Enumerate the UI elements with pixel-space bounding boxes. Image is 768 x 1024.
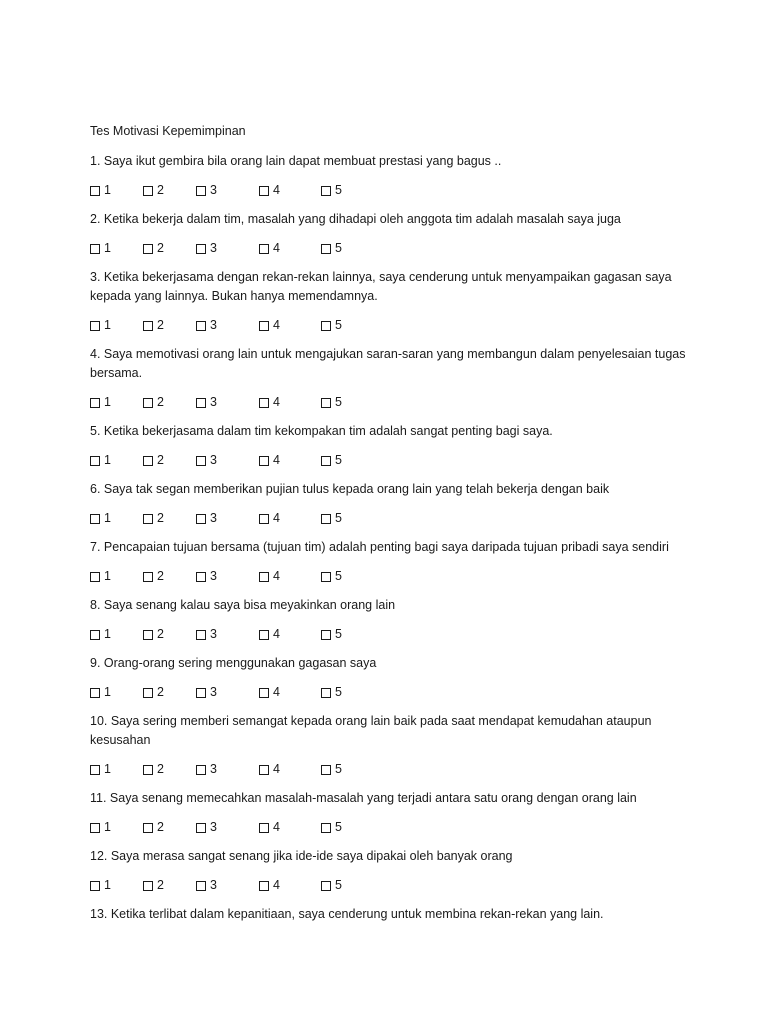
rating-option-label: 1 [104, 395, 111, 409]
question-list [90, 152, 690, 924]
checkbox-icon[interactable] [259, 765, 269, 775]
rating-option[interactable] [321, 567, 342, 586]
rating-option[interactable] [143, 625, 164, 644]
question-item [90, 268, 690, 335]
rating-option-label: 4 [273, 453, 280, 467]
checkbox-icon[interactable] [259, 572, 269, 582]
rating-option[interactable] [196, 683, 217, 702]
rating-option[interactable] [259, 239, 280, 258]
rating-option[interactable] [143, 239, 164, 258]
rating-option-label: 3 [210, 627, 217, 641]
rating-option-label: 1 [104, 183, 111, 197]
question-text: 4. Saya memotivasi orang lain untuk mengajukan saran-saran yang membangun dalam penyelesaian tugas bersama. [90, 347, 686, 380]
checkbox-icon[interactable] [321, 321, 331, 331]
rating-option[interactable] [259, 760, 280, 779]
rating-option-label: 4 [273, 685, 280, 699]
rating-options [90, 181, 690, 200]
rating-option[interactable] [90, 760, 111, 779]
rating-option[interactable] [321, 625, 342, 644]
rating-option-label: 2 [157, 820, 164, 834]
checkbox-icon[interactable] [321, 244, 331, 254]
rating-option-label: 2 [157, 762, 164, 776]
checkbox-icon[interactable] [259, 881, 269, 891]
rating-option[interactable] [321, 818, 342, 837]
checkbox-icon[interactable] [321, 456, 331, 466]
rating-option[interactable] [143, 567, 164, 586]
rating-option-label: 3 [210, 511, 217, 525]
rating-option[interactable] [90, 876, 111, 895]
rating-option-label: 5 [335, 627, 342, 641]
rating-option-label: 3 [210, 241, 217, 255]
rating-option-label: 4 [273, 511, 280, 525]
question-text: 8. Saya senang kalau saya bisa meyakinkan orang lain [90, 598, 396, 612]
rating-option[interactable] [90, 818, 111, 837]
checkbox-icon[interactable] [143, 514, 153, 524]
rating-option[interactable] [143, 683, 164, 702]
checkbox-icon[interactable] [196, 456, 206, 466]
rating-option[interactable] [321, 316, 342, 335]
checkbox-icon[interactable] [259, 688, 269, 698]
rating-option-label: 4 [273, 878, 280, 892]
rating-option-label: 4 [273, 183, 280, 197]
rating-option[interactable] [196, 393, 217, 412]
rating-option-label: 2 [157, 627, 164, 641]
checkbox-icon[interactable] [259, 823, 269, 833]
rating-option[interactable] [321, 393, 342, 412]
rating-option[interactable] [321, 683, 342, 702]
rating-options [90, 683, 690, 702]
rating-option[interactable] [259, 316, 280, 335]
rating-option[interactable] [196, 451, 217, 470]
checkbox-icon[interactable] [321, 398, 331, 408]
rating-option-label: 1 [104, 241, 111, 255]
rating-options [90, 818, 690, 837]
rating-option-label: 2 [157, 318, 164, 332]
checkbox-icon[interactable] [196, 688, 206, 698]
rating-option-label: 3 [210, 762, 217, 776]
rating-option[interactable] [143, 509, 164, 528]
rating-option-label: 5 [335, 685, 342, 699]
question-item [90, 480, 690, 528]
rating-option-label: 5 [335, 318, 342, 332]
question-item [90, 152, 690, 200]
checkbox-icon[interactable] [143, 765, 153, 775]
checkbox-icon[interactable] [259, 630, 269, 640]
rating-option[interactable] [196, 509, 217, 528]
checkbox-icon[interactable] [90, 186, 100, 196]
checkbox-icon[interactable] [143, 244, 153, 254]
rating-option-label: 2 [157, 511, 164, 525]
rating-option-label: 1 [104, 762, 111, 776]
checkbox-icon[interactable] [90, 881, 100, 891]
checkbox-icon[interactable] [196, 398, 206, 408]
rating-option[interactable] [259, 567, 280, 586]
checkbox-icon[interactable] [143, 823, 153, 833]
checkbox-icon[interactable] [321, 765, 331, 775]
checkbox-icon[interactable] [143, 456, 153, 466]
checkbox-icon[interactable] [259, 398, 269, 408]
rating-option-label: 5 [335, 762, 342, 776]
rating-option[interactable] [90, 316, 111, 335]
rating-option-label: 1 [104, 453, 111, 467]
rating-option[interactable] [196, 876, 217, 895]
checkbox-icon[interactable] [196, 186, 206, 196]
checkbox-icon[interactable] [90, 514, 100, 524]
rating-option-label: 1 [104, 318, 111, 332]
rating-option[interactable] [321, 239, 342, 258]
checkbox-icon[interactable] [321, 186, 331, 196]
rating-option[interactable] [90, 509, 111, 528]
rating-options [90, 567, 690, 586]
rating-option[interactable] [90, 451, 111, 470]
rating-option[interactable] [90, 239, 111, 258]
rating-option-label: 4 [273, 395, 280, 409]
rating-option-label: 3 [210, 685, 217, 699]
rating-option-label: 1 [104, 685, 111, 699]
question-text: 2. Ketika bekerja dalam tim, masalah yang dihadapi oleh anggota tim adalah masalah saya juga [90, 212, 621, 226]
checkbox-icon[interactable] [90, 765, 100, 775]
rating-option[interactable] [259, 509, 280, 528]
rating-option[interactable] [143, 818, 164, 837]
rating-option[interactable] [143, 451, 164, 470]
rating-option[interactable] [259, 818, 280, 837]
question-item [90, 538, 690, 586]
rating-option-label: 2 [157, 685, 164, 699]
checkbox-icon[interactable] [90, 823, 100, 833]
rating-option[interactable] [196, 625, 217, 644]
rating-option[interactable] [90, 625, 111, 644]
rating-option[interactable] [143, 316, 164, 335]
rating-option[interactable] [259, 625, 280, 644]
checkbox-icon[interactable] [196, 244, 206, 254]
question-item [90, 422, 690, 470]
rating-option[interactable] [143, 760, 164, 779]
question-item [90, 596, 690, 644]
checkbox-icon[interactable] [143, 630, 153, 640]
rating-option-label: 5 [335, 820, 342, 834]
checkbox-icon[interactable] [321, 630, 331, 640]
rating-option-label: 2 [157, 878, 164, 892]
question-text: 9. Orang-orang sering menggunakan gagasan saya [90, 656, 377, 670]
checkbox-icon[interactable] [90, 630, 100, 640]
rating-option-label: 5 [335, 395, 342, 409]
question-item [90, 712, 690, 779]
checkbox-icon[interactable] [90, 572, 100, 582]
checkbox-icon[interactable] [143, 881, 153, 891]
document-title: Tes Motivasi Kepemimpinan [90, 124, 246, 138]
checkbox-icon[interactable] [143, 572, 153, 582]
checkbox-icon[interactable] [90, 456, 100, 466]
checkbox-icon[interactable] [143, 688, 153, 698]
rating-option-label: 2 [157, 569, 164, 583]
checkbox-icon[interactable] [143, 186, 153, 196]
question-text: 1. Saya ikut gembira bila orang lain dapat membuat prestasi yang bagus .. [90, 154, 502, 168]
rating-options [90, 239, 690, 258]
question-text: 5. Ketika bekerjasama dalam tim kekompakan tim adalah sangat penting bagi saya. [90, 424, 553, 438]
question-text: 12. Saya merasa sangat senang jika ide-ide saya dipakai oleh banyak orang [90, 849, 513, 863]
rating-option-label: 4 [273, 627, 280, 641]
question-item [90, 847, 690, 895]
checkbox-icon[interactable] [259, 186, 269, 196]
rating-options [90, 876, 690, 895]
question-item [90, 789, 690, 837]
rating-options [90, 760, 690, 779]
rating-option[interactable] [321, 181, 342, 200]
checkbox-icon[interactable] [196, 321, 206, 331]
question-item [90, 210, 690, 258]
rating-option[interactable] [196, 567, 217, 586]
rating-option-label: 3 [210, 183, 217, 197]
question-item [90, 654, 690, 702]
checkbox-icon[interactable] [196, 572, 206, 582]
question-text: 6. Saya tak segan memberikan pujian tulus kepada orang lain yang telah bekerja dengan baik [90, 482, 610, 496]
checkbox-icon[interactable] [90, 244, 100, 254]
rating-option[interactable] [321, 451, 342, 470]
checkbox-icon[interactable] [321, 514, 331, 524]
checkbox-icon[interactable] [321, 881, 331, 891]
rating-option-label: 2 [157, 395, 164, 409]
rating-option[interactable] [259, 683, 280, 702]
rating-option[interactable] [321, 509, 342, 528]
question-item [90, 345, 690, 412]
rating-option-label: 1 [104, 878, 111, 892]
rating-option-label: 1 [104, 569, 111, 583]
rating-option[interactable] [196, 239, 217, 258]
rating-option-label: 3 [210, 569, 217, 583]
rating-option-label: 5 [335, 241, 342, 255]
rating-option[interactable] [143, 393, 164, 412]
checkbox-icon[interactable] [321, 688, 331, 698]
question-item [90, 905, 690, 924]
rating-options [90, 393, 690, 412]
rating-option[interactable] [143, 876, 164, 895]
rating-option[interactable] [90, 393, 111, 412]
rating-option[interactable] [90, 181, 111, 200]
checkbox-icon[interactable] [143, 321, 153, 331]
rating-option-label: 5 [335, 453, 342, 467]
rating-option-label: 4 [273, 762, 280, 776]
checkbox-icon[interactable] [90, 398, 100, 408]
checkbox-icon[interactable] [196, 514, 206, 524]
checkbox-icon[interactable] [143, 398, 153, 408]
question-text: 10. Saya sering memberi semangat kepada orang lain baik pada saat mendapat kemudahan ataupun kesusahan [90, 714, 652, 747]
rating-option-label: 3 [210, 878, 217, 892]
checkbox-icon[interactable] [259, 456, 269, 466]
rating-option-label: 1 [104, 511, 111, 525]
rating-option[interactable] [259, 451, 280, 470]
questionnaire-document [90, 122, 690, 924]
rating-option-label: 3 [210, 453, 217, 467]
question-text: 11. Saya senang memecahkan masalah-masalah yang terjadi antara satu orang dengan orang lain [90, 791, 637, 805]
rating-option[interactable] [196, 181, 217, 200]
rating-option[interactable] [321, 760, 342, 779]
rating-options [90, 316, 690, 335]
rating-option-label: 1 [104, 820, 111, 834]
rating-option[interactable] [259, 876, 280, 895]
checkbox-icon[interactable] [196, 630, 206, 640]
rating-option[interactable] [143, 181, 164, 200]
rating-option[interactable] [321, 876, 342, 895]
checkbox-icon[interactable] [321, 572, 331, 582]
question-text: 7. Pencapaian tujuan bersama (tujuan tim) adalah penting bagi saya daripada tujuan pribadi saya sendiri [90, 540, 669, 554]
question-text: 13. Ketika terlibat dalam kepanitiaan, saya cenderung untuk membina rekan-rekan yang lain. [90, 907, 604, 921]
rating-option-label: 3 [210, 820, 217, 834]
checkbox-icon[interactable] [259, 321, 269, 331]
rating-options [90, 625, 690, 644]
checkbox-icon[interactable] [196, 765, 206, 775]
rating-option[interactable] [196, 818, 217, 837]
rating-options [90, 451, 690, 470]
rating-option-label: 5 [335, 183, 342, 197]
rating-option-label: 2 [157, 183, 164, 197]
rating-option-label: 2 [157, 241, 164, 255]
checkbox-icon[interactable] [259, 514, 269, 524]
rating-option-label: 4 [273, 569, 280, 583]
rating-option[interactable] [196, 760, 217, 779]
rating-option-label: 5 [335, 878, 342, 892]
rating-option[interactable] [90, 567, 111, 586]
rating-option-label: 4 [273, 318, 280, 332]
rating-option[interactable] [196, 316, 217, 335]
checkbox-icon[interactable] [196, 823, 206, 833]
checkbox-icon[interactable] [321, 823, 331, 833]
question-text: 3. Ketika bekerjasama dengan rekan-rekan lainnya, saya cenderung untuk menyampaikan gagasan saya kepada yang lainnya. Bukan hanya memendamnya. [90, 270, 672, 303]
rating-option-label: 3 [210, 395, 217, 409]
checkbox-icon[interactable] [90, 688, 100, 698]
rating-option[interactable] [259, 393, 280, 412]
rating-option-label: 3 [210, 318, 217, 332]
rating-option-label: 2 [157, 453, 164, 467]
rating-option-label: 1 [104, 627, 111, 641]
rating-option-label: 4 [273, 820, 280, 834]
checkbox-icon[interactable] [196, 881, 206, 891]
rating-option-label: 4 [273, 241, 280, 255]
rating-option-label: 5 [335, 569, 342, 583]
rating-options [90, 509, 690, 528]
checkbox-icon[interactable] [259, 244, 269, 254]
rating-option[interactable] [90, 683, 111, 702]
rating-option[interactable] [259, 181, 280, 200]
checkbox-icon[interactable] [90, 321, 100, 331]
rating-option-label: 5 [335, 511, 342, 525]
